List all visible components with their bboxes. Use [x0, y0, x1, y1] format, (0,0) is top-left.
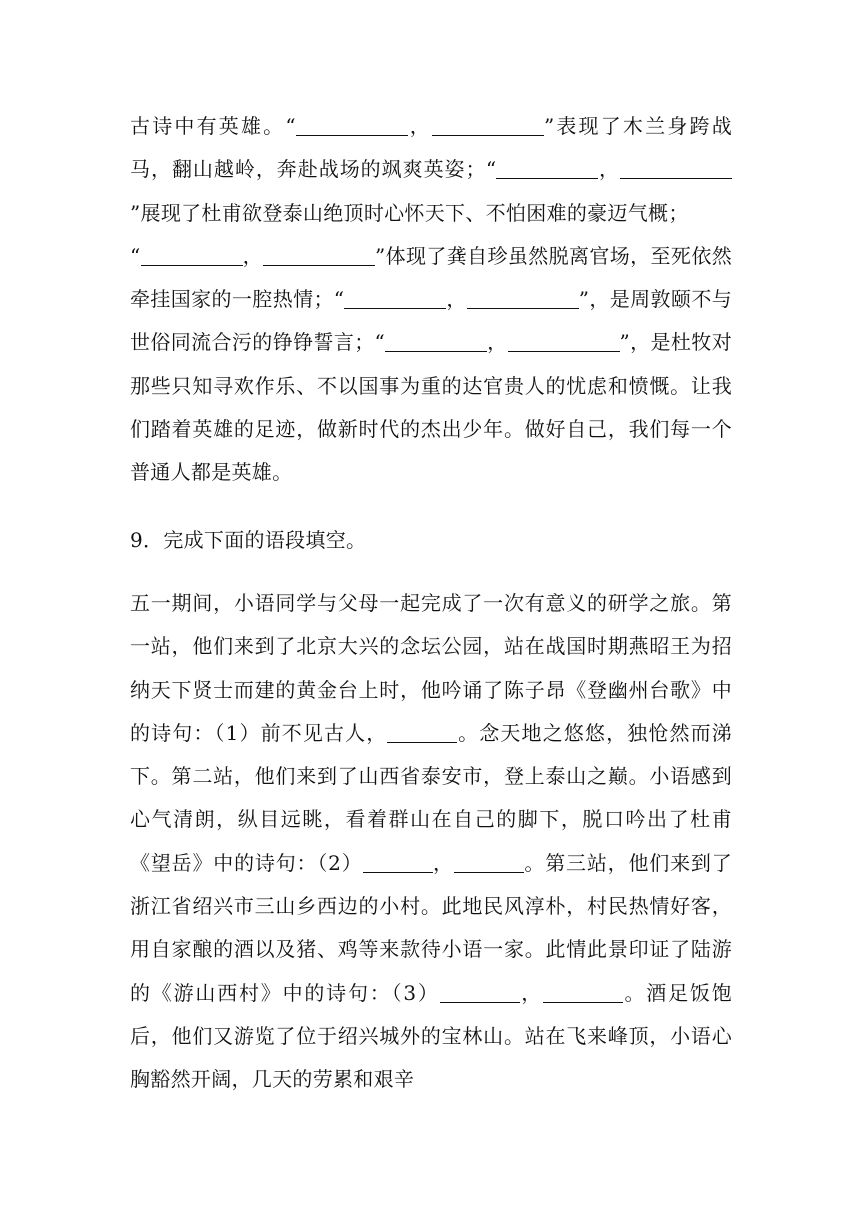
text-segment: ”体现了龚自珍虽然脱离官场，至死依然牵挂国家的一腔热情；“ [130, 243, 732, 312]
text-segment: “ [130, 243, 141, 268]
text-segment: ”，是杜牧对那些只知寻欢作乐、不以国事为重的达官贵人的忧虑和愤慨。让我们踏着英雄的足迹，做新时代的杰出少年。做好自己，我们每一个普通人都是英雄。 [130, 330, 732, 485]
fill-blank[interactable] [296, 115, 408, 136]
fill-blank-2a[interactable] [363, 852, 433, 873]
fill-blank[interactable] [496, 158, 598, 179]
fill-blank[interactable] [385, 331, 487, 352]
text-segment: ， [519, 980, 543, 1005]
text-segment: ， [487, 330, 508, 355]
fill-blank[interactable] [263, 245, 375, 266]
text-segment: ， [242, 243, 263, 268]
text-segment: 五一期间，小语同学与父母一起完成了一次有意义的研学之旅。第一站，他们来到了北京大兴的念坛公园，站在战国时期燕昭王为招纳天下贤士而建的黄金台上时，他吟诵了陈子昂《登幽州台歌》中的诗句：（1）前不见古人， [130, 590, 732, 745]
text-segment: 。第三站，他们来到了浙江省绍兴市三山乡西边的小村。此地民风淳朴，村民热情好客，用自家酿的酒以及猪、鸡等来款待小语一家。此情此景印证了陆游的《游山西村》中的诗句：（3） [130, 850, 733, 1005]
fill-blank[interactable] [141, 245, 243, 266]
text-segment: 古诗中有英雄。“ [130, 114, 296, 138]
text-segment: ， [407, 114, 432, 138]
fill-blank-3a[interactable] [440, 982, 520, 1003]
fill-blank[interactable] [344, 288, 446, 309]
hero-poems-paragraph [130, 105, 732, 495]
fill-blank[interactable] [432, 115, 544, 136]
fill-blank[interactable] [508, 331, 620, 352]
fill-blank[interactable] [620, 158, 732, 179]
text-segment: 。酒足饭饱后，他们又游览了位于绍兴城外的宝林山。站在飞来峰顶，小语心胸豁然开阔，几天的劳累和艰辛 [130, 980, 732, 1092]
text-segment: ”表现了木兰身跨战马，翻山越岭，奔赴战场的飒爽英姿；“ [130, 114, 732, 182]
text-segment: 。念天地之悠悠，独怆然而涕下。第二站，他们来到了山西省泰安市，登上泰山之巅。小语感到心气清朗，纵目远眺，看着群山在自己的脚下，脱口吟出了杜甫《望岳》中的诗句：（2） [130, 720, 732, 875]
fill-blank-2b[interactable] [454, 852, 524, 873]
text-segment: ， [432, 850, 454, 875]
document-page [130, 105, 732, 1102]
text-segment: ， [446, 287, 467, 312]
question-9-title: 9．完成下面的语段填空。 [130, 527, 367, 552]
text-segment: ， [598, 157, 620, 182]
text-segment: ”，是周敦颐不与世俗同流合污的铮铮誓言；“ [130, 287, 733, 355]
fill-blank[interactable] [467, 288, 579, 309]
fill-blank-1[interactable] [387, 722, 457, 743]
study-trip-paragraph [130, 582, 732, 1102]
fill-blank-3b[interactable] [543, 982, 623, 1003]
text-segment: ”展现了杜甫欲登泰山绝顶时心怀天下、不怕困难的豪迈气概； [130, 200, 689, 225]
